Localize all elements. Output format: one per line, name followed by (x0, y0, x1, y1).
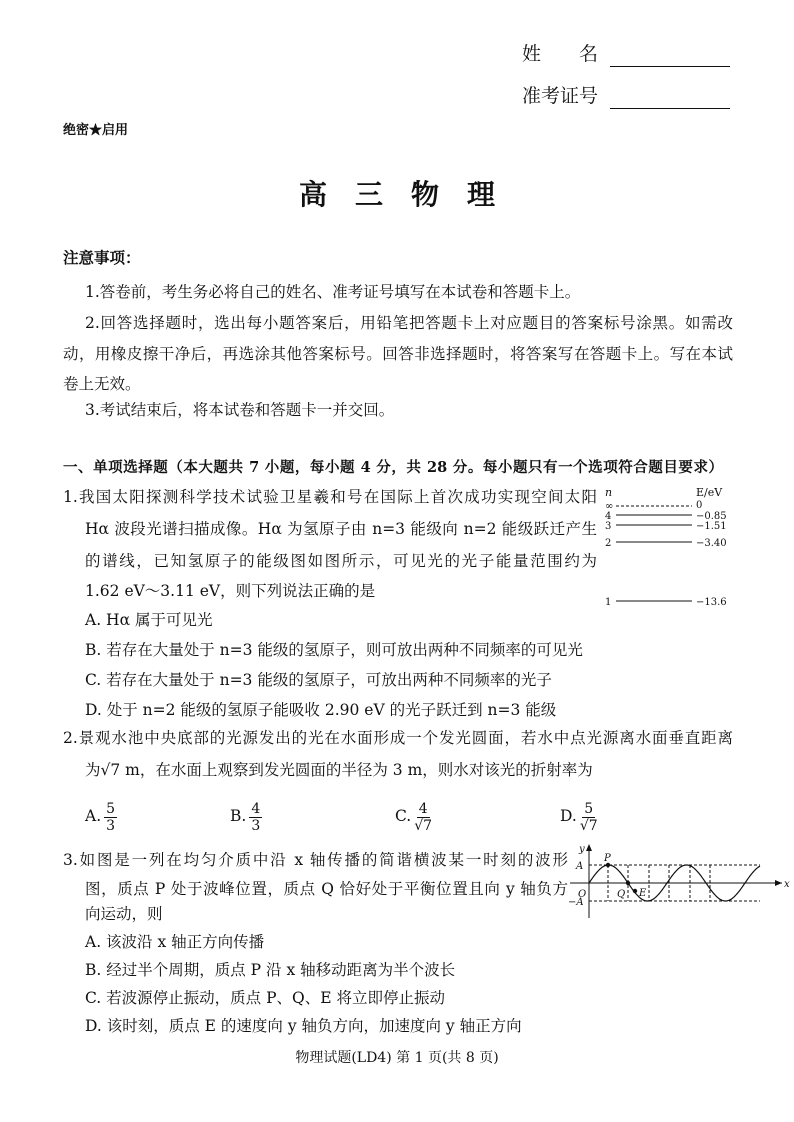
level-e: −3.40 (696, 538, 727, 549)
q1-option-d: D. 处于 n=2 能级的氢原子能吸收 2.90 eV 的光子跃迁到 n=3 能级 (85, 701, 557, 719)
id-field[interactable] (610, 108, 730, 109)
secret-mark: 绝密★启用 (63, 123, 129, 138)
level-n: ∞ (605, 501, 614, 512)
fraction: $\frac{5}{3}$ (106, 800, 116, 834)
q3-line: 图，质点 P 处于波峰位置，质点 Q 恰好处于平衡位置且向 y 轴负方 (85, 880, 568, 898)
level-e: 0 (696, 500, 703, 511)
q3-option-b: B. 经过半个周期，质点 P 沿 x 轴移动距离为半个波长 (85, 961, 456, 979)
level-n: 1 (605, 597, 612, 608)
q3-option-c: C. 若波源停止振动，质点 P、Q、E 将立即停止振动 (85, 989, 445, 1007)
page-title: 高 三 物 理 (298, 178, 495, 211)
e-label: E (639, 888, 647, 899)
q3-line: 向运动，则 (85, 905, 163, 923)
q-label: Q (617, 889, 626, 900)
q1-option-b: B. 若存在大量处于 n=3 能级的氢原子，则可放出两种不同频率的可见光 (85, 641, 583, 659)
q1-option-c: C. 若存在大量处于 n=3 能级的氢原子，可放出两种不同频率的光子 (85, 671, 552, 689)
amplitude-label: A (576, 861, 584, 872)
n-axis-label: n (605, 486, 613, 499)
q3-line: 3.如图是一列在均匀介质中沿 x 轴传播的简谐横波某一时刻的波形 (63, 851, 568, 869)
level-n: 3 (605, 521, 612, 532)
level-e: −1.51 (696, 521, 727, 532)
q2-option-c (395, 796, 432, 836)
q2-line: 2.景观水池中央底部的光源发出的光在水面形成一个发光圆面，若水中点光源离水面垂直距离 (63, 729, 733, 747)
q1-line: 1.62 eV～3.11 eV，则下列说法正确的是 (85, 582, 376, 600)
origin-label: O (578, 889, 587, 900)
level-e: −0.85 (696, 511, 727, 522)
point-e (633, 889, 637, 893)
option-letter: B. (230, 807, 247, 825)
level-n: 2 (605, 538, 612, 549)
q1-line: 的谱线，已知氢原子的能级图如图所示，可见光的光子能量范围约为 (85, 552, 597, 570)
wave-figure (560, 840, 794, 920)
fraction: $\frac{4}{3}$ (251, 800, 261, 834)
name-field[interactable] (610, 66, 730, 67)
notice-heading: 注意事项： (63, 248, 141, 267)
name-label: 姓 名 (522, 43, 599, 65)
notice-line: 1.答卷前，考生务必将自己的姓名、准考证号填写在本试卷和答题卡上。 (85, 283, 581, 301)
option-letter: D. (560, 807, 577, 825)
fraction: $\frac{5}{√7}$ (579, 800, 598, 834)
notice-line: 3.考试结束后，将本试卷和答题卡一并交回。 (85, 401, 395, 419)
y-label: y (579, 844, 585, 855)
q2-option-d (560, 796, 598, 836)
fraction: $\frac{4}{√7}$ (414, 800, 433, 834)
x-label: x (784, 879, 790, 890)
level-e: −13.6 (696, 597, 727, 608)
page-footer: 物理试题(LD4) 第 1 页(共 8 页) (295, 1050, 499, 1066)
q3-option-a: A. 该波沿 x 轴正方向传播 (85, 933, 265, 951)
notice-line: 2.回答选择题时，选出每小题答案后，用铅笔把答题卡上对应题目的答案标号涂黑。如需改 (85, 314, 733, 332)
notice-line: 卷上无效。 (63, 375, 141, 393)
option-letter: C. (395, 807, 412, 825)
id-label: 准考证号 (522, 85, 599, 107)
q2-line: 为√7 m，在水面上观察到发光圆面的半径为 3 m，则水对该光的折射率为 (85, 761, 593, 779)
section-heading: 一、单项选择题（本大题共 7 小题，每小题 4 分，共 28 分。每小题只有一个选项符合题目要求） (63, 459, 723, 476)
p-label: P (604, 853, 611, 864)
option-letter: A. (85, 807, 102, 825)
notice-line: 动，用橡皮擦干净后，再选涂其他答案标号。回答非选择题时，将答案写在答题卡上。写在本试 (63, 345, 733, 363)
energy-level-diagram (600, 480, 794, 610)
level-n: 4 (605, 511, 612, 522)
q1-line: 1.我国太阳探测科学技术试验卫星羲和号在国际上首次成功实现空间太阳 (63, 488, 597, 506)
neg-amplitude-label: −A (568, 897, 584, 908)
q3-option-d: D. 该时刻，质点 E 的速度向 y 轴负方向，加速度向 y 轴正方向 (85, 1017, 522, 1035)
point-q (626, 881, 630, 885)
q1-line: Hα 波段光谱扫描成像。Hα 为氢原子由 n=3 能级向 n=2 能级跃迁产生 (85, 520, 597, 538)
q2-option-a (85, 796, 117, 836)
q2-option-b (230, 796, 262, 836)
q1-option-a: A. Hα 属于可见光 (85, 611, 213, 629)
energy-axis-label: E/eV (696, 486, 723, 499)
